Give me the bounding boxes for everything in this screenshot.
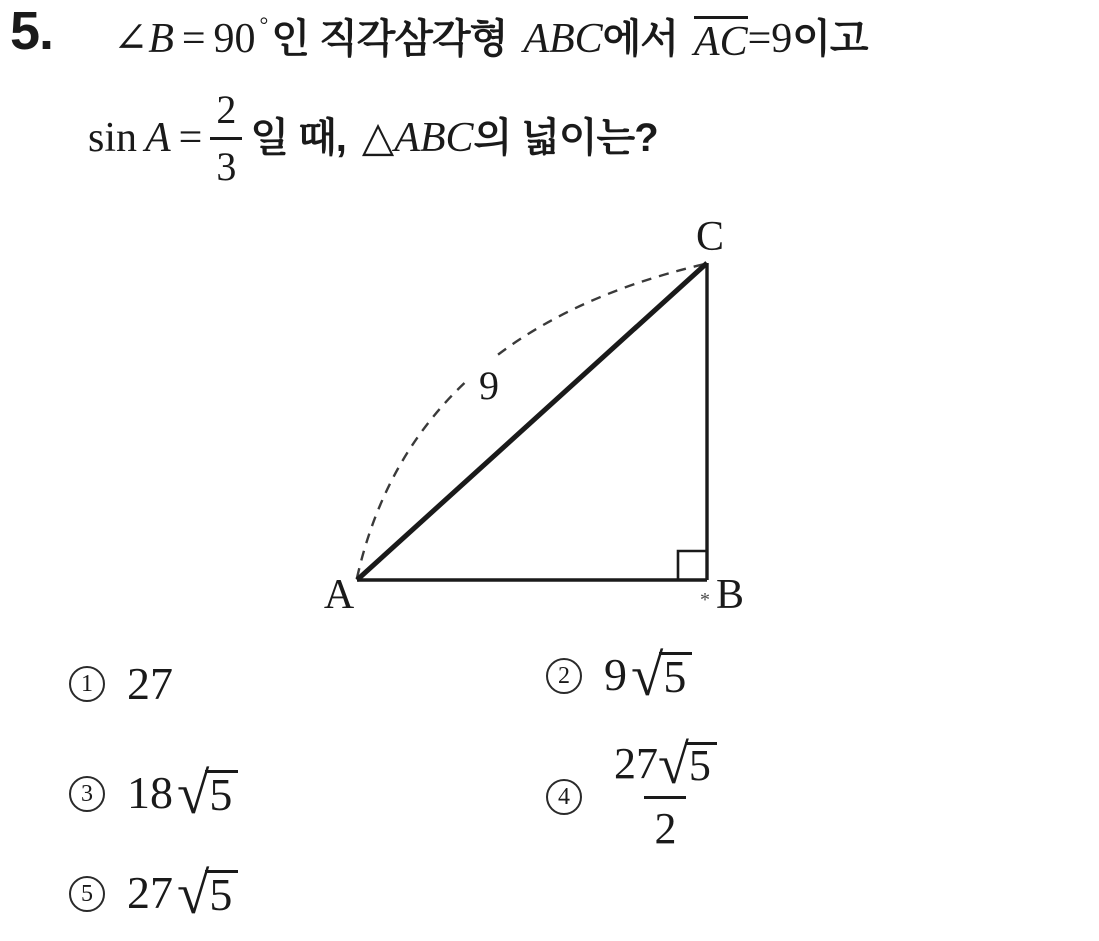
choice-3-marker: 3 <box>69 776 105 812</box>
side-length-label: 9 <box>479 363 499 408</box>
choice-2-value <box>604 643 692 708</box>
math-var-b: B <box>148 16 174 62</box>
fraction-numerator: 2 <box>216 86 237 132</box>
korean-text-2: 에서 <box>602 17 678 61</box>
math-sin: sin <box>88 115 138 161</box>
korean-text-5: 의 넓이는? <box>473 116 658 160</box>
equals-sign: = <box>178 115 203 161</box>
choice-4-denominator: 2 <box>644 796 686 851</box>
radical-sign: √ <box>631 643 664 708</box>
choice-2-coefficient: 9 <box>604 649 627 700</box>
choice-5-value <box>127 861 238 926</box>
square-root <box>658 734 717 796</box>
choice-4-value <box>604 734 727 854</box>
right-angle-mark <box>678 551 707 580</box>
equals-sign: = <box>181 16 206 62</box>
vertex-label-b: B <box>716 572 745 618</box>
side-ac-line <box>357 263 707 580</box>
math-ac-overline: AC <box>694 16 748 63</box>
korean-text-4: 일 때, <box>250 116 346 160</box>
radicand: 5 <box>685 742 717 786</box>
choice-2-marker: 2 <box>546 658 582 694</box>
choice-1-marker: 1 <box>69 666 105 702</box>
radicand: 5 <box>205 870 238 915</box>
math-equals-9: =9 <box>747 16 793 62</box>
choice-1-value <box>127 658 173 709</box>
square-root <box>631 643 692 708</box>
choice-1 <box>69 658 173 709</box>
math-abc: ABC <box>394 115 474 161</box>
choice-4-marker: 4 <box>546 779 582 815</box>
radicand: 5 <box>659 652 692 697</box>
choice-1-number: 27 <box>127 658 173 709</box>
choice-5 <box>69 861 238 926</box>
square-root <box>177 761 238 826</box>
radicand: 5 <box>205 770 238 815</box>
choice-3-value <box>127 761 238 826</box>
choice-4 <box>546 734 727 854</box>
korean-text-3: 이고 <box>792 17 868 61</box>
choice-3 <box>69 761 238 826</box>
fraction-denominator: 3 <box>210 137 242 187</box>
degree-symbol: ° <box>259 12 269 37</box>
choice-3-coefficient: 18 <box>127 767 173 818</box>
scan-artifact-mark: * <box>700 589 710 611</box>
problem-number: 5. <box>10 1 54 61</box>
vertex-label-c: C <box>695 214 725 260</box>
radical-sign: √ <box>177 761 210 826</box>
choice-5-coefficient: 27 <box>127 867 173 918</box>
choice-4-numerator-coefficient: 27 <box>614 739 658 788</box>
triangle-symbol: △ <box>361 115 395 161</box>
korean-text-1: 인 직각삼각형 <box>271 17 508 61</box>
vertex-label-a: A <box>323 572 355 618</box>
square-root <box>177 861 238 926</box>
angle-icon: ∠ <box>113 16 149 62</box>
choice-5-marker: 5 <box>69 876 105 912</box>
math-abc: ABC <box>523 16 603 62</box>
radical-sign: √ <box>658 734 689 796</box>
radical-sign: √ <box>177 861 210 926</box>
choice-2 <box>546 643 692 708</box>
math-var-a: A <box>145 115 171 161</box>
math-90: 90 <box>213 16 256 62</box>
choice-4-numerator <box>604 734 727 796</box>
